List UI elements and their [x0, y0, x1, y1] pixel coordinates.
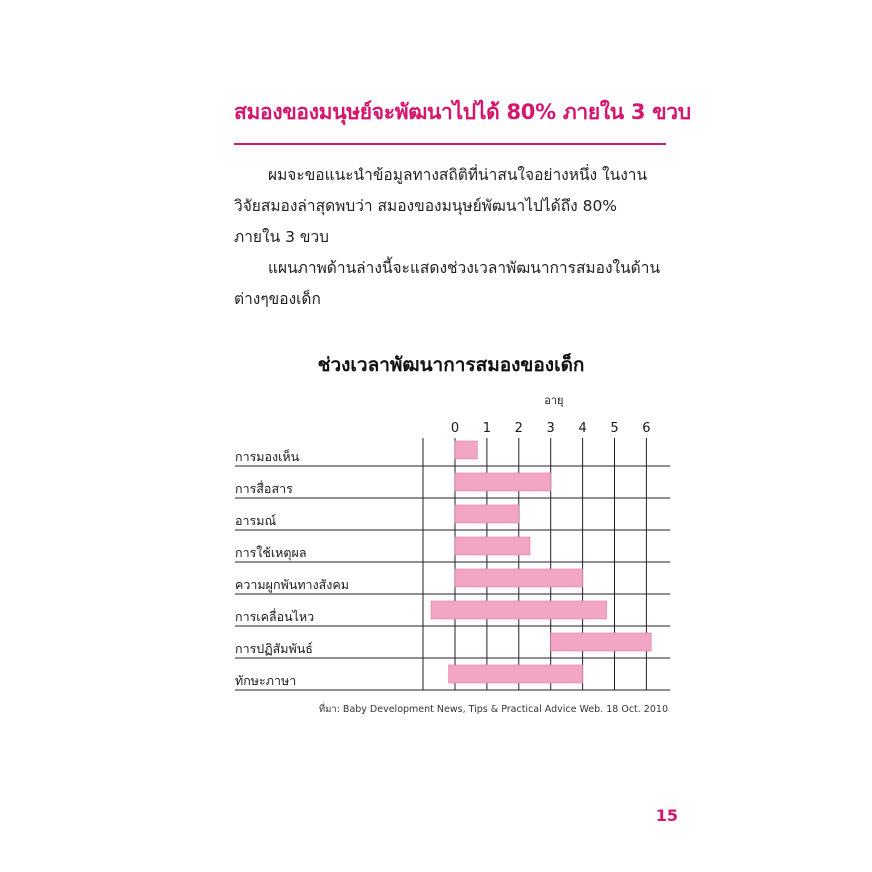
- category-label: ความผูกพันทางสังคม: [235, 577, 350, 592]
- x-axis-label: อายุ: [544, 394, 564, 407]
- chart-bar: [455, 569, 583, 587]
- page-title: สมองของมนุษย์จะพัฒนาไปได้ 80% ภายใน 3 ขวบ: [234, 100, 691, 124]
- category-label: การสื่อสาร: [235, 481, 293, 496]
- x-tick-label: 0: [450, 421, 460, 436]
- chart-bar: [431, 601, 606, 619]
- x-tick-label: 3: [546, 421, 555, 436]
- x-tick-label: 2: [514, 421, 523, 436]
- body-text: [234, 160, 668, 315]
- chart-bar: [455, 441, 477, 459]
- page-number: 15: [655, 806, 678, 825]
- x-tick-label: 6: [642, 421, 651, 436]
- chart-bar: [455, 537, 530, 555]
- category-label: การใช้เหตุผล: [235, 545, 307, 560]
- chart-bar: [455, 505, 519, 523]
- source-note: ที่มา: Baby Development News, Tips & Practical Advice Web. 18 Oct. 2010: [318, 704, 668, 715]
- x-tick-label: 4: [578, 421, 587, 436]
- chart-bar: [551, 633, 651, 651]
- chart-bar: [449, 665, 583, 683]
- brain-development-chart: [226, 382, 672, 694]
- title-divider: [234, 143, 666, 145]
- category-label: อารมณ์: [235, 513, 277, 528]
- chart-title: ช่วงเวลาพัฒนาการสมองของเด็ก: [317, 354, 585, 376]
- category-label: การมองเห็น: [235, 449, 300, 464]
- x-tick-label: 5: [610, 421, 619, 436]
- category-label: ทักษะภาษา: [235, 673, 297, 688]
- x-tick-label: 1: [482, 421, 492, 436]
- chart-bar: [455, 473, 551, 491]
- category-label: การปฏิสัมพันธ์: [235, 641, 313, 656]
- paragraph-2: แผนภาพด้านล่างนี้จะแสดงช่วงเวลาพัฒนาการสมองในด้านต่างๆของเด็ก: [234, 259, 661, 308]
- paragraph-1: ผมจะขอแนะนำข้อมูลทางสถิติที่น่าสนใจอย่างหนึ่ง ในงานวิจัยสมองล่าสุดพบว่า สมองของมนุษย์พัฒนาไปได้ถึง 80% ภายใน 3 ขวบ: [234, 166, 648, 246]
- category-label: การเคลื่อนไหว: [235, 609, 315, 624]
